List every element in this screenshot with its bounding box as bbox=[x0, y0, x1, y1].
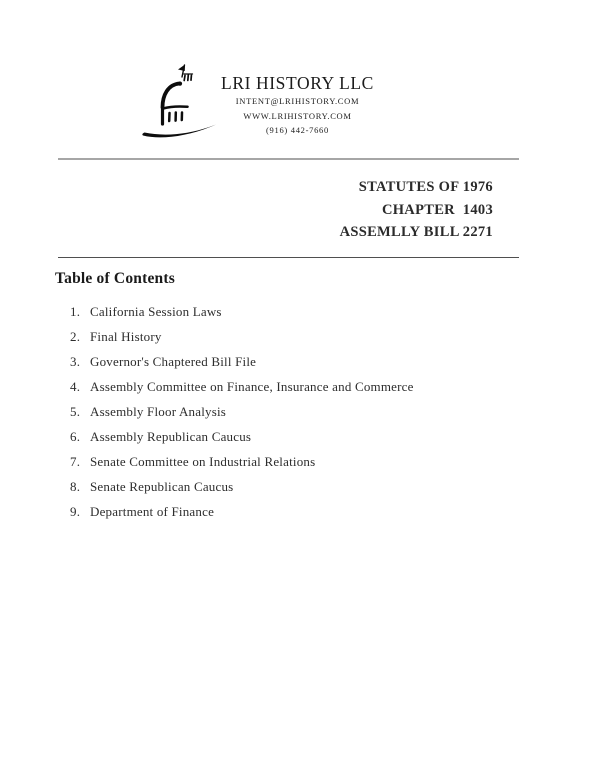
toc-item-label: Governor's Chaptered Bill File bbox=[90, 353, 257, 369]
bill-line: ASSEMLLY BILL 2271 bbox=[339, 224, 493, 240]
toc-item-number: 2. bbox=[70, 328, 81, 344]
bill-reference bbox=[0, 176, 493, 244]
toc-list bbox=[58, 299, 570, 524]
toc-item-label: Assembly Republican Caucus bbox=[90, 428, 252, 444]
toc-item-label: California Session Laws bbox=[90, 303, 222, 319]
toc-item bbox=[58, 349, 570, 374]
toc-item-number: 4. bbox=[70, 378, 81, 394]
company-phone: (916) 442-7660 bbox=[266, 125, 329, 135]
toc-item-number: 7. bbox=[70, 453, 81, 469]
toc-item-label: Assembly Committee on Finance, Insurance and Commerce bbox=[90, 378, 414, 394]
toc-item-number: 8. bbox=[70, 478, 81, 494]
chapter-line: CHAPTER 1403 bbox=[381, 201, 493, 218]
divider-top bbox=[58, 158, 519, 160]
toc-item-label: Senate Committee on Industrial Relations bbox=[90, 453, 316, 469]
toc-item bbox=[58, 474, 570, 499]
toc-item-label: Assembly Floor Analysis bbox=[90, 403, 227, 419]
toc-item-label: Senate Republican Caucus bbox=[90, 478, 234, 494]
toc-item bbox=[58, 424, 570, 449]
toc-item-number: 1. bbox=[70, 303, 81, 319]
toc-item bbox=[58, 324, 570, 349]
company-email: INTENT@LRIHISTORY.COM bbox=[235, 96, 360, 106]
statutes-line: STATUTES OF 1976 bbox=[358, 179, 493, 195]
toc-item-number: 6. bbox=[70, 428, 81, 444]
toc-item bbox=[58, 374, 570, 399]
divider-bottom bbox=[58, 257, 519, 258]
toc-item-number: 3. bbox=[70, 353, 81, 369]
toc-item bbox=[58, 499, 570, 524]
toc-title: Table of Contents bbox=[55, 270, 175, 287]
toc-item-number: 5. bbox=[70, 403, 81, 419]
company-website: WWW.LRIHISTORY.COM bbox=[243, 110, 352, 121]
company-name: LRI HISTORY LLC bbox=[221, 73, 374, 93]
letterhead bbox=[190, 73, 405, 138]
toc-item bbox=[58, 449, 570, 474]
toc-item bbox=[58, 399, 570, 424]
toc-item bbox=[58, 299, 570, 324]
toc-item-label: Department of Finance bbox=[90, 503, 215, 519]
toc-item-number: 9. bbox=[70, 503, 81, 519]
toc-item-label: Final History bbox=[90, 328, 162, 344]
